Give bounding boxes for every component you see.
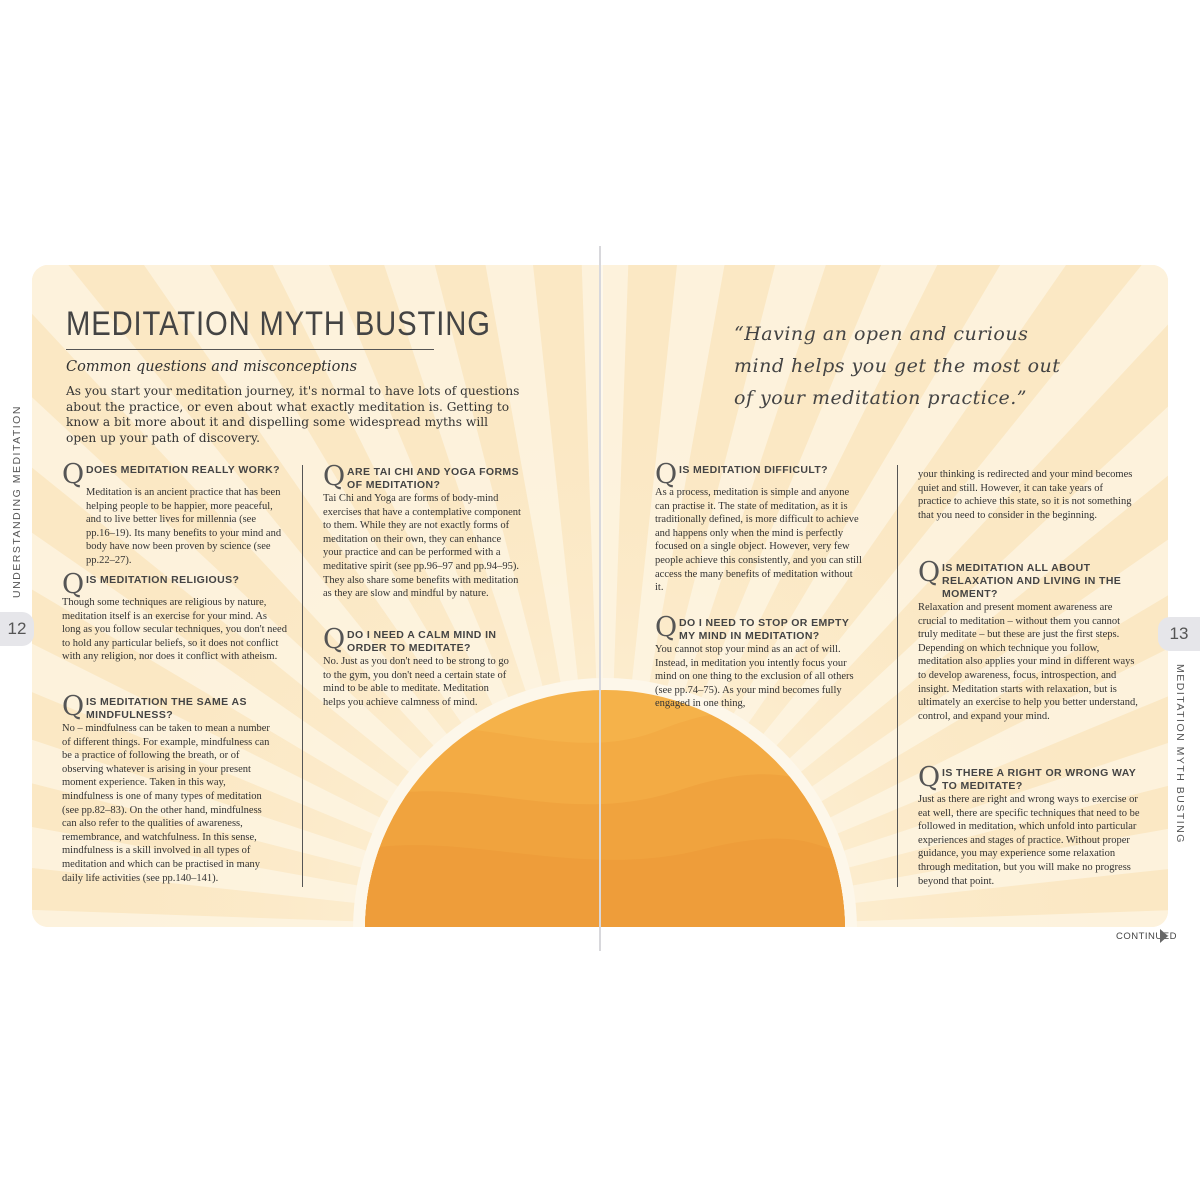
question-title: IS MEDITATION ALL ABOUT RELAXATION AND LIVING IN THE MOMENT?	[942, 562, 1122, 600]
q-letter: Q	[323, 624, 346, 655]
page-title: MEDITATION MYTH BUSTING	[66, 305, 491, 343]
continued-label[interactable]: CONTINUED	[1116, 931, 1177, 942]
question-title: DOES MEDITATION REALLY WORK?	[86, 464, 280, 476]
page-subtitle: Common questions and misconceptions	[66, 359, 358, 375]
question-title: IS MEDITATION THE SAME AS MINDFULNESS?	[86, 696, 247, 721]
answer-text: You cannot stop your mind as an act of will. Instead, in meditation you intently focus your mind on one thing to the exclusion of all others (see pp.74–75). As your mind becomes fully engaged in one thing,	[655, 644, 854, 710]
qa-does-meditation-work	[62, 459, 287, 568]
spine-divider	[599, 246, 601, 951]
q-letter: Q	[918, 557, 941, 588]
answer-text: Though some techniques are religious by nature, meditation itself is an exercise for your mind. As long as you follow secular techniques, you don't need to hold any particular beliefs, so it does not conflict with any religion, nor does it conflict with atheism.	[62, 597, 287, 663]
qa-relaxation-moment	[918, 557, 1140, 723]
answer-text: your thinking is redirected and your mind becomes quiet and still. However, it can take years of practice to achieve this state, so it is not something that you need to consider in the beginning.	[918, 469, 1133, 521]
q-letter: Q	[62, 569, 85, 600]
question-title: DO I NEED TO STOP OR EMPTY MY MIND IN MEDITATION?	[679, 617, 850, 642]
q-letter: Q	[655, 612, 678, 643]
column-divider	[897, 465, 898, 887]
page-number-tab-right: 13	[1158, 617, 1200, 651]
page-number-tab-left: 12	[0, 612, 34, 646]
qa-is-meditation-difficult	[655, 459, 863, 595]
continued-arrow-icon[interactable]	[1160, 929, 1168, 943]
column-divider	[302, 465, 303, 887]
qa-tai-chi-yoga	[323, 461, 521, 601]
answer-text: Tai Chi and Yoga are forms of body-mind exercises that have a contemplative component to them. While they are not exactly forms of meditation on their own, they can enhance your practice and can be performed with a meditative spirit (see pp.96–97 and pp.94–95). They also share some benefits with meditation as they are slow and mindful by nature.	[323, 493, 521, 600]
title-rule	[66, 349, 434, 350]
answer-text: Relaxation and present moment awareness are crucial to meditation – without them you cannot truly meditate – but these are just the first steps. Depending on which technique you follow, meditation also applies your mind in different ways to develop awareness, focus, introspection, and insight. Meditation starts with relaxation, but is ultimately an exercise to help you better understand, control, and expand your mind.	[918, 602, 1138, 722]
question-title: IS MEDITATION DIFFICULT?	[679, 464, 828, 476]
qa-right-wrong-way	[918, 762, 1140, 888]
section-label-right: MEDITATION MYTH BUSTING	[1174, 664, 1186, 844]
pull-quote: “Having an open and curious mind helps you get the most out of your meditation practice.”	[734, 323, 1061, 409]
answer-text: As a process, meditation is simple and anyone can practise it. The state of meditation, as it is traditionally defined, is more difficult to achieve and happens only when the mind is perfectly focused on a single object. However, very few people achieve this consistently, and you can still access the many benefits of meditation without it.	[655, 487, 862, 594]
answer-text: Meditation is an ancient practice that has been helping people to be happier, more peaceful, and to live better lives for millennia (see pp.16–19). Its many benefits to your mind and body have now been proven by science (see pp.22–27).	[86, 487, 282, 566]
qa-stop-empty-mind	[655, 612, 860, 711]
qa-continued-text	[918, 468, 1138, 522]
qa-is-meditation-religious	[62, 569, 287, 664]
answer-text: No. Just as you don't need to be strong to go to the gym, you don't need a certain state of mind to be able to meditate. Meditation helps you achieve calmness of mind.	[323, 656, 509, 708]
q-letter: Q	[918, 762, 941, 793]
question-title: ARE TAI CHI AND YOGA FORMS OF MEDITATION?	[347, 466, 519, 491]
q-letter: Q	[323, 461, 346, 492]
qa-meditation-vs-mindfulness	[62, 691, 272, 885]
qa-calm-mind	[323, 624, 513, 709]
question-title: IS THERE A RIGHT OR WRONG WAY TO MEDITATE?	[942, 767, 1137, 792]
intro-paragraph: As you start your meditation journey, it's normal to have lots of questions about the practice, or even about what exactly meditation is. Getting to know a bit more about it and dispelling some widespread myths will open up your path of discovery.	[66, 384, 520, 445]
question-title: IS MEDITATION RELIGIOUS?	[86, 574, 240, 586]
answer-text: Just as there are right and wrong ways to exercise or eat well, there are specific techniques that need to be followed in meditation, which unfold into particular experiences and stages of practice. Without proper guidance, you may experience some relaxation through meditation, but you will make no progress beyond that point.	[918, 794, 1140, 887]
q-letter: Q	[62, 691, 85, 722]
answer-text: No – mindfulness can be taken to mean a number of different things. For example, mindfulness can be a practice of following the breath, or of observing whatever is arising in your present moment experience. Taken in this way, mindfulness is one of many types of meditation (see pp.82–83). On the other hand, mindfulness can also refer to the qualities of awareness, remembrance, and watchfulness. In this sense, mindfulness is a skill involved in all types of meditation and which can be practised in many daily life activities (see pp.140–141).	[62, 723, 270, 884]
q-letter: Q	[655, 459, 678, 490]
question-title: DO I NEED A CALM MIND IN ORDER TO MEDITATE?	[347, 629, 497, 654]
section-label-left: UNDERSTANDING MEDITATION	[11, 405, 23, 598]
q-letter: Q	[62, 459, 85, 490]
